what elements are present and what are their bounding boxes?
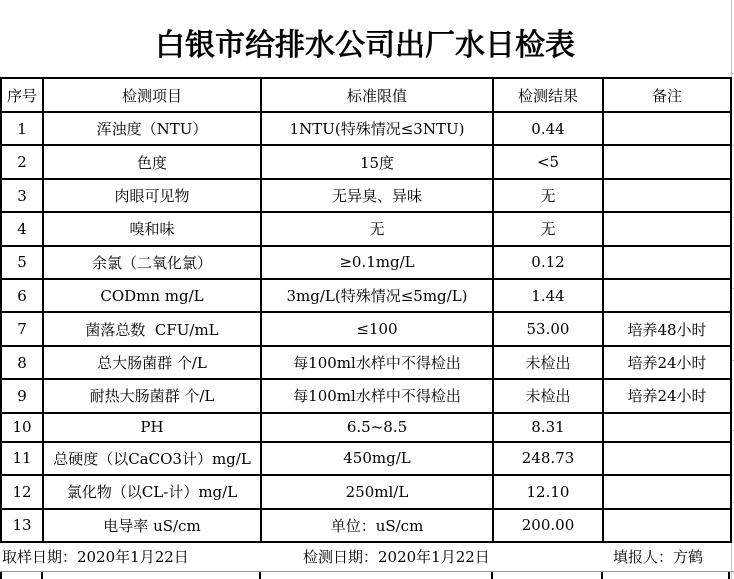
- cell-item: 嗅和味: [43, 212, 261, 245]
- cell-result: 1.44: [493, 279, 603, 312]
- table-row: [1, 312, 731, 345]
- cell-result: <5: [493, 145, 603, 178]
- table-row: [1, 246, 731, 279]
- column-header-limit: 标准限值: [261, 78, 493, 112]
- column-header-note: 备注: [603, 78, 731, 112]
- table-row: [1, 179, 731, 212]
- table-row: [1, 112, 731, 145]
- cell-no: 11: [1, 442, 43, 475]
- cell-note: [603, 279, 731, 312]
- cell-limit: 无: [261, 212, 493, 245]
- cell-no: 5: [1, 246, 43, 279]
- cell-limit: 每100ml水样中不得检出: [261, 346, 493, 379]
- cell-item: 氯化物（以CL-计）mg/L: [43, 475, 261, 508]
- cell-no: 2: [1, 145, 43, 178]
- cell-note: [603, 413, 731, 442]
- cell-result: 12.10: [493, 475, 603, 508]
- cell-no: 13: [1, 509, 43, 542]
- cell-no: 1: [1, 112, 43, 145]
- header-row: [1, 78, 731, 112]
- cell-no: 4: [1, 212, 43, 245]
- page-title: 白银市给排水公司出厂水日检表: [155, 28, 575, 63]
- cell-item: 耐热大肠菌群 个/L: [43, 379, 261, 412]
- cell-note: 培养48小时: [603, 312, 731, 345]
- table-border-stub: [728, 572, 730, 579]
- table-border-stub: [601, 572, 603, 579]
- table-row: [1, 279, 731, 312]
- cell-result: 200.00: [493, 509, 603, 542]
- cell-note: [603, 112, 731, 145]
- cell-result: 0.12: [493, 246, 603, 279]
- cell-result: 无: [493, 212, 603, 245]
- inspection-table: [0, 77, 732, 543]
- cell-note: [603, 246, 731, 279]
- cell-result: 未检出: [493, 379, 603, 412]
- cell-item: 总大肠菌群 个/L: [43, 346, 261, 379]
- spreadsheet-gridline-horizontal: [0, 571, 734, 572]
- table-row: [1, 413, 731, 442]
- table-body: [1, 112, 731, 542]
- cell-result: 未检出: [493, 346, 603, 379]
- cell-no: 8: [1, 346, 43, 379]
- table-row: [1, 475, 731, 508]
- cell-note: 培养24小时: [603, 346, 731, 379]
- cell-note: [603, 509, 731, 542]
- cell-note: [603, 475, 731, 508]
- table-header: [1, 78, 731, 112]
- table-row: [1, 442, 731, 475]
- table-row: [1, 509, 731, 542]
- table-row: [1, 346, 731, 379]
- cell-item: 肉眼可见物: [43, 179, 261, 212]
- cell-item: 菌落总数 CFU/mL: [43, 312, 261, 345]
- cell-limit: ≥0.1mg/L: [261, 246, 493, 279]
- cell-limit: 250ml/L: [261, 475, 493, 508]
- cell-result: 248.73: [493, 442, 603, 475]
- column-header-result: 检测结果: [493, 78, 603, 112]
- cell-item: CODmn mg/L: [43, 279, 261, 312]
- cell-note: [603, 145, 731, 178]
- cell-item: PH: [43, 413, 261, 442]
- table-footer: [0, 543, 734, 571]
- cell-no: 7: [1, 312, 43, 345]
- cell-result: 无: [493, 179, 603, 212]
- cell-limit: 每100ml水样中不得检出: [261, 379, 493, 412]
- cell-item: 电导率 uS/cm: [43, 509, 261, 542]
- cell-note: [603, 212, 731, 245]
- cell-item: 色度: [43, 145, 261, 178]
- test-date-label: 检测日期：2020年1月22日: [303, 548, 490, 566]
- cell-item: 余氯（二氧化氯）: [43, 246, 261, 279]
- cell-limit: 单位：uS/cm: [261, 509, 493, 542]
- cell-limit: 15度: [261, 145, 493, 178]
- table-border-stub: [0, 572, 2, 579]
- cell-result: 0.44: [493, 112, 603, 145]
- spreadsheet-gridline-tick: [730, 73, 734, 74]
- column-header-no: 序号: [1, 78, 43, 112]
- table-border-stub: [41, 572, 43, 579]
- cell-result: 8.31: [493, 413, 603, 442]
- table-border-stub: [259, 572, 261, 579]
- cell-note: 培养24小时: [603, 379, 731, 412]
- table-row: [1, 145, 731, 178]
- cell-limit: 3mg/L(特殊情况≤5mg/L): [261, 279, 493, 312]
- cell-no: 3: [1, 179, 43, 212]
- cell-note: [603, 179, 731, 212]
- cell-limit: 6.5~8.5: [261, 413, 493, 442]
- cell-no: 12: [1, 475, 43, 508]
- cell-no: 6: [1, 279, 43, 312]
- cell-item: 总硬度（以CaCO3计）mg/L: [43, 442, 261, 475]
- cell-note: [603, 442, 731, 475]
- sampling-date-label: 取样日期：2020年1月22日: [2, 548, 189, 566]
- cell-limit: ≤100: [261, 312, 493, 345]
- reporter-label: 填报人：方鹤: [613, 548, 704, 566]
- cell-item: 浑浊度（NTU）: [43, 112, 261, 145]
- cell-result: 53.00: [493, 312, 603, 345]
- table-row: [1, 379, 731, 412]
- column-header-item: 检测项目: [43, 78, 261, 112]
- cell-no: 9: [1, 379, 43, 412]
- table-row: [1, 212, 731, 245]
- cell-limit: 450mg/L: [261, 442, 493, 475]
- cell-no: 10: [1, 413, 43, 442]
- cell-limit: 无异臭、异味: [261, 179, 493, 212]
- cell-limit: 1NTU(特殊情况≤3NTU): [261, 112, 493, 145]
- table-border-stub: [491, 572, 493, 579]
